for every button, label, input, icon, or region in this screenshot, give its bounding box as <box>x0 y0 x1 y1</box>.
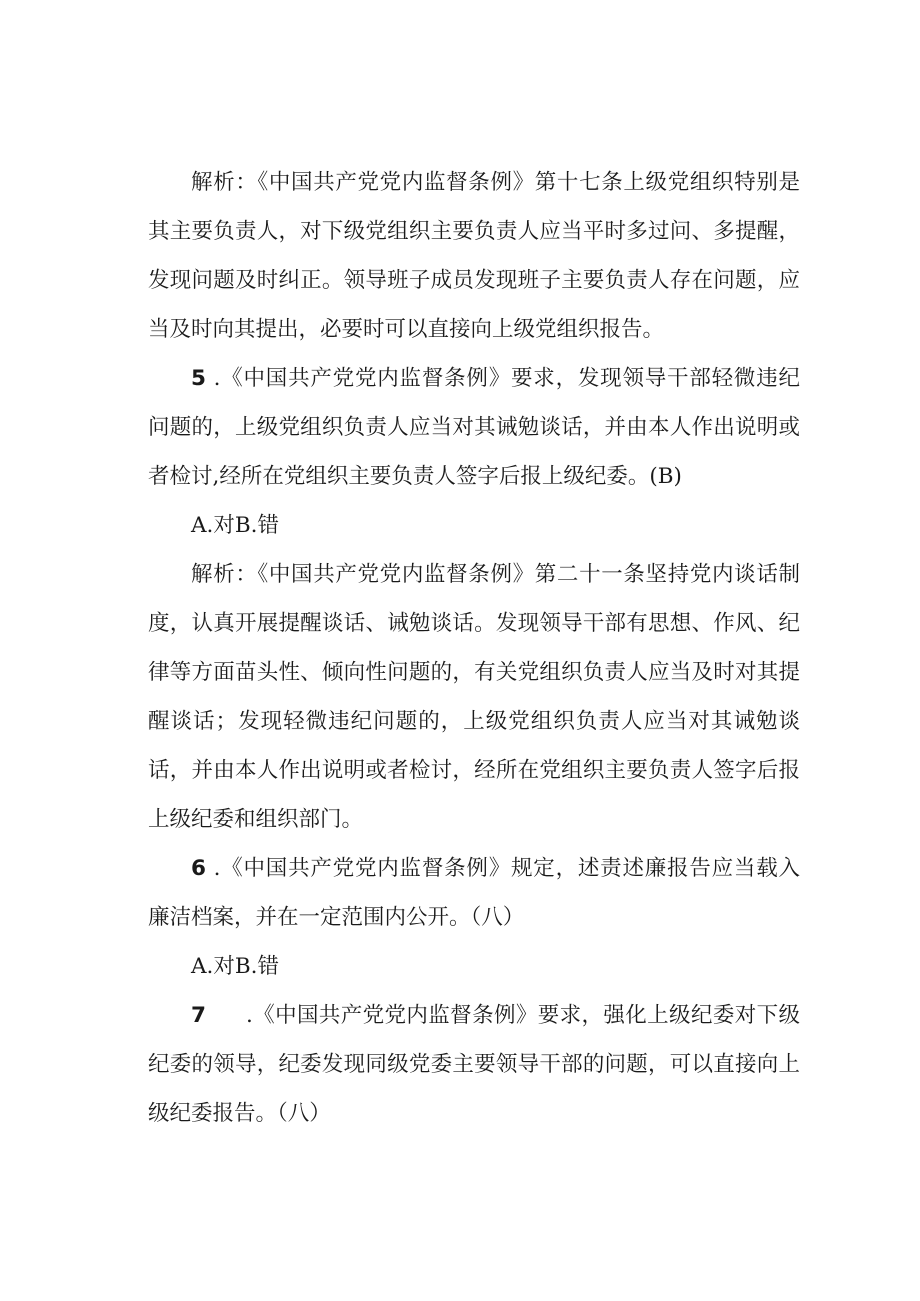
document-body <box>148 158 800 1138</box>
question-text: .《中国共产党党内监督条例》规定，述责述廉报告应当载入廉洁档案，并在一定范围内公开。（八） <box>148 856 800 930</box>
question-number: 5 <box>191 366 206 391</box>
question-5 <box>148 354 800 501</box>
question-number: 7 <box>191 1003 206 1028</box>
question-text: .《中国共产党党内监督条例》要求，发现领导干部轻微违纪问题的，上级党组织负责人应当对其诫勉谈话，并由本人作出说明或者检讨,经所在党组织主要负责人签字后报上级纪委。(B) <box>148 366 800 489</box>
question-7 <box>148 991 800 1138</box>
question-number: 6 <box>191 856 206 881</box>
question-text: .《中国共产党党内监督条例》要求，强化上级纪委对下级纪委的领导，纪委发现同级党委主要领导干部的问题，可以直接向上级纪委报告。（八） <box>148 1003 800 1126</box>
analysis-paragraph: 解析：《中国共产党党内监督条例》第十七条上级党组织特别是其主要负责人，对下级党组织主要负责人应当平时多过问、多提醒，发现问题及时纠正。领导班子成员发现班子主要负责人存在问题，应当及时向其提出，必要时可以直接向上级党组织报告。 <box>148 170 800 342</box>
answer-options: A.对B.错 <box>191 954 279 979</box>
answer-options: A.对B.错 <box>191 513 279 538</box>
analysis-paragraph: 解析：《中国共产党党内监督条例》第二十一条坚持党内谈话制度，认真开展提醒谈话、诫勉谈话。发现领导干部有思想、作风、纪律等方面苗头性、倾向性问题的，有关党组织负责人应当及时对其提醒谈话；发现轻微违纪问题的，上级党组织负责人应当对其诫勉谈话，并由本人作出说明或者检讨，经所在党组织主要负责人签字后报上级纪委和组织部门。 <box>148 562 800 832</box>
question-6 <box>148 844 800 942</box>
